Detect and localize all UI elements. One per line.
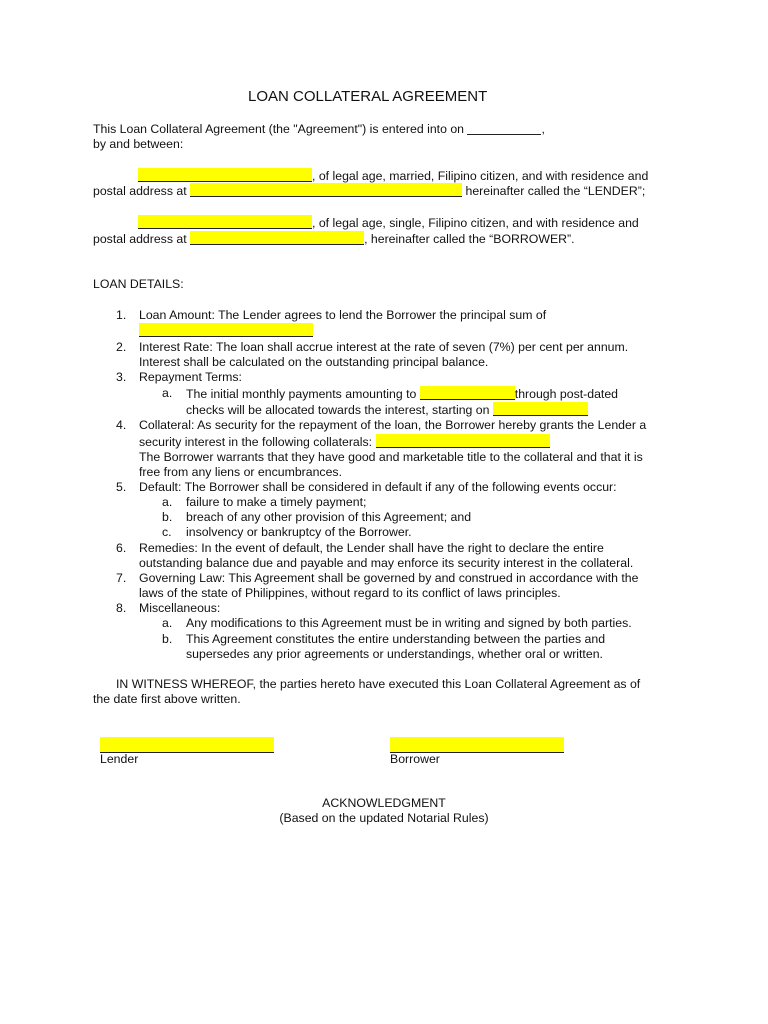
item-interest-rate: Interest Rate: The loan shall accrue interest at the rate of seven (7%) per cent per annum. — [139, 340, 629, 354]
sub-letter: b. — [162, 632, 173, 646]
item-number: 8. — [116, 601, 127, 615]
collateral-line2: security interest in the following collaterals: — [139, 434, 550, 450]
start-date-field[interactable] — [493, 402, 588, 416]
item-repayment-terms: Repayment Terms: — [139, 370, 242, 384]
page-title: LOAN COLLATERAL AGREEMENT — [248, 88, 488, 105]
repayment-a-line1: The initial monthly payments amounting to through post-dated — [186, 387, 619, 401]
witness-line1: IN WITNESS WHEREOF, the parties hereto have executed this Loan Collateral Agreement as of — [116, 677, 641, 691]
lender-address-field[interactable] — [190, 183, 462, 197]
monthly-payment-field[interactable] — [420, 386, 515, 400]
item-governing-law-cont: laws of the state of Philippines, without regard to its conflict of laws principles. — [139, 586, 561, 600]
sub-letter: a. — [162, 495, 173, 509]
misc-a: Any modifications to this Agreement must be in writing and signed by both parties. — [186, 616, 632, 630]
sub-letter: a. — [162, 386, 173, 400]
default-c: insolvency or bankruptcy of the Borrower. — [186, 525, 412, 539]
item-remedies: Remedies: In the event of default, the Lender shall have the right to declare the entire — [139, 541, 604, 555]
loan-amount-field[interactable] — [139, 323, 313, 337]
item-interest-rate-cont: Interest shall be calculated on the outstanding principal balance. — [139, 355, 489, 369]
repayment-a-line2: checks will be allocated towards the interest, starting on — [186, 402, 588, 418]
lender-line1: , of legal age, married, Filipino citizen, and with residence and — [138, 168, 648, 184]
collaterals-field[interactable] — [376, 434, 550, 448]
borrower-line1: , of legal age, single, Filipino citizen, and with residence and — [138, 215, 639, 231]
sub-letter: c. — [162, 525, 172, 539]
item-number: 6. — [116, 541, 127, 555]
loan-details-heading: LOAN DETAILS: — [93, 277, 184, 291]
misc-b-cont: supersedes any prior agreements or understandings, whether oral or written. — [186, 647, 603, 661]
item-remedies-cont: outstanding balance due and payable and may enforce its security interest in the collateral. — [139, 556, 634, 570]
borrower-address-field[interactable] — [190, 231, 364, 245]
lender-signature-field[interactable] — [100, 737, 274, 753]
item-default: Default: The Borrower shall be considered in default if any of the following events occur: — [139, 480, 617, 494]
item-number: 5. — [116, 480, 127, 494]
collateral-warranty: The Borrower warrants that they have good and marketable title to the collateral and that it is — [139, 450, 643, 464]
borrower-signature-field[interactable] — [390, 737, 564, 753]
loan-amount-line — [139, 323, 313, 339]
acknowledgment-subtitle: (Based on the updated Notarial Rules) — [279, 811, 489, 825]
item-number: 1. — [116, 308, 127, 322]
intro-line1: This Loan Collateral Agreement (the "Agreement") is entered into on , — [93, 122, 545, 136]
item-miscellaneous: Miscellaneous: — [139, 601, 221, 615]
collateral-warranty-cont: free from any liens or encumbrances. — [139, 465, 342, 479]
lender-name-field[interactable] — [138, 168, 312, 182]
default-a: failure to make a timely payment; — [186, 495, 367, 509]
lender-line2: postal address at hereinafter called the “LENDER”; — [93, 184, 646, 198]
acknowledgment-title: ACKNOWLEDGMENT — [322, 796, 446, 810]
lender-signature-label: Lender — [100, 752, 139, 766]
intro-line2: by and between: — [93, 137, 184, 151]
borrower-signature-label: Borrower — [390, 752, 440, 766]
item-loan-amount: Loan Amount: The Lender agrees to lend the Borrower the principal sum of — [139, 308, 547, 322]
item-collateral: Collateral: As security for the repayment of the loan, the Borrower hereby grants the Lender a — [139, 418, 647, 432]
default-b: breach of any other provision of this Agreement; and — [186, 510, 472, 524]
item-number: 2. — [116, 340, 127, 354]
sub-letter: b. — [162, 510, 173, 524]
item-number: 3. — [116, 370, 127, 384]
borrower-name-field[interactable] — [138, 215, 312, 229]
sub-letter: a. — [162, 616, 173, 630]
witness-line2: the date first above written. — [93, 692, 241, 706]
borrower-line2: postal address at , hereinafter called the “BORROWER”. — [93, 232, 575, 246]
date-blank[interactable] — [467, 122, 541, 135]
item-number: 4. — [116, 418, 127, 432]
misc-b: This Agreement constitutes the entire understanding between the parties and — [186, 632, 606, 646]
item-number: 7. — [116, 571, 127, 585]
item-governing-law: Governing Law: This Agreement shall be governed by and construed in accordance with the — [139, 571, 639, 585]
